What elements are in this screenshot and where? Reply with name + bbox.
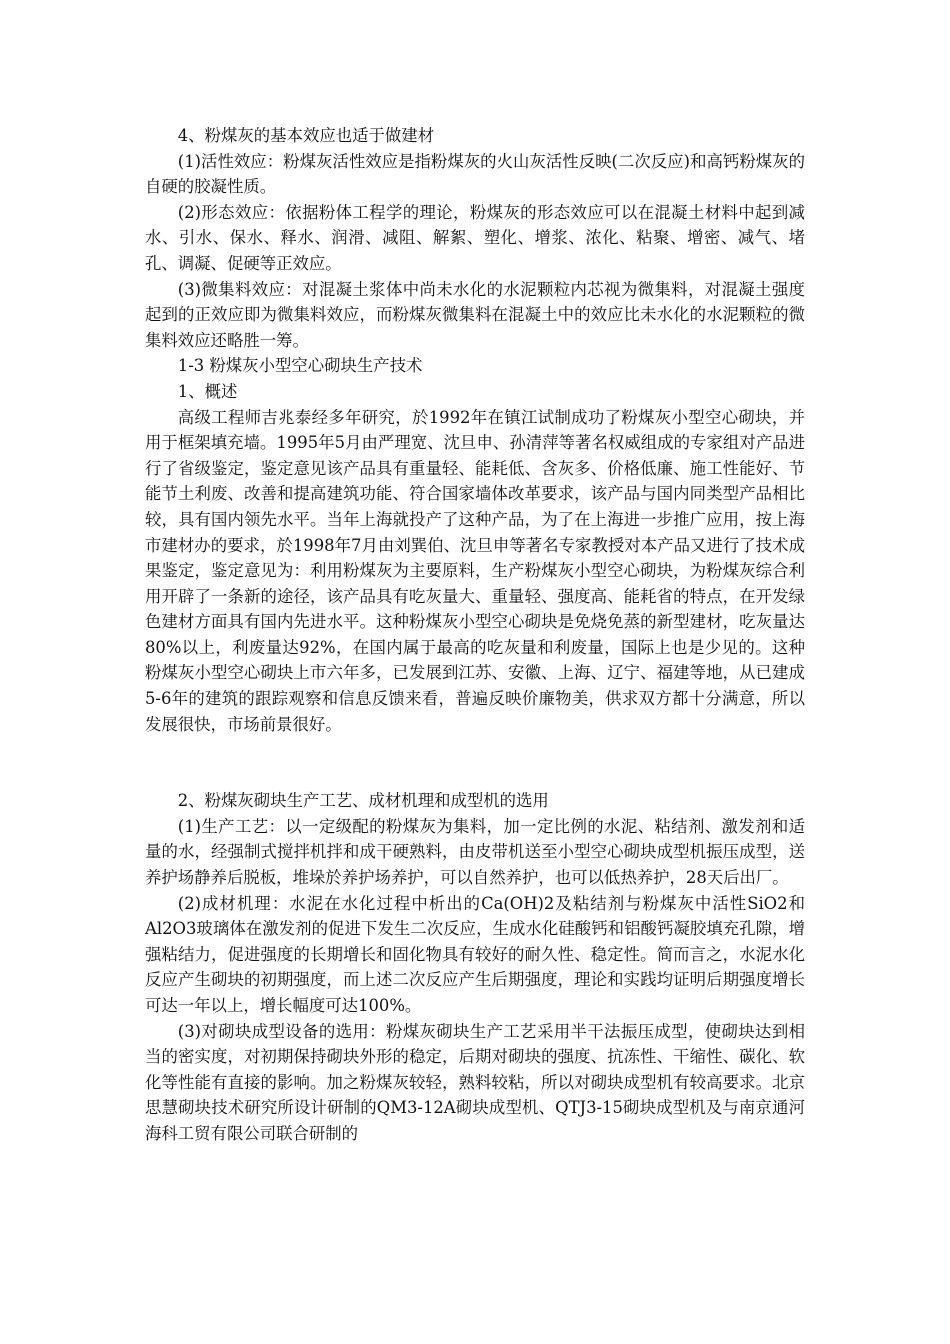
document-page — [145, 123, 805, 1147]
section-heading-block-production: 1-3 粉煤灰小型空心砌块生产技术 — [177, 356, 423, 376]
paragraph-equipment-selection: (3)对砌块成型设备的选用：粉煤灰砌块生产工艺采用半干法振压成型，使砌块达到相当的密实度，对初期保持砌块外形的稳定，后期对砌块的强度、抗冻性、干缩性、碳化、软化等性能有直接的影响。加之粉煤灰较轻，熟料较粘，所以对砌块成型机有较高要求。北京思慧砌块技术研究所设计研制的QM3-12A砌块成型机、QTJ3-15砌块成型机及与南京通河海科工贸有限公司联合研制的 — [145, 1021, 805, 1143]
subheading-overview: 1、概述 — [177, 381, 238, 401]
paragraph-micro-aggregate-effect: (3)微集料效应：对混凝土浆体中尚未水化的水泥颗粒内芯视为微集料，对混凝土强度起到的正效应即为微集料效应，而粉煤灰微集料在混凝土中的效应比未水化的水泥颗粒的微集料效应还略胜一筹。 — [145, 279, 805, 350]
paragraph-overview: 高级工程师吉兆泰经多年研究，於1992年在镇江试制成功了粉煤灰小型空心砌块，并用于框架填充墙。1995年5月由严理宽、沈旦申、孙清萍等著名权威组成的专家组对产品进行了省级鉴定，鉴定意见该产品具有重量轻、能耗低、含灰多、价格低廉、施工性能好、节能节土利废、改善和提高建筑功能、符合国家墙体改革要求，该产品与国内同类型产品相比较，具有国内领先水平。当年上海就投产了这种产品，为了在上海进一步推广应用，按上海市建材办的要求，於1998年7月由刘巽伯、沈旦申等著名专家教授对本产品又进行了技术成果鉴定，鉴定意见为：利用粉煤灰为主要原料，生产粉煤灰小型空心砌块，为粉煤灰综合利用开辟了一条新的途径，该产品具有吃灰量大、重量轻、强度高、能耗省的特点，在开发绿色建材方面具有国内先进水平。这种粉煤灰小型空心砌块是免烧免蒸的新型建材，吃灰量达80%以上，利废量达92%，在国内属于最高的吃灰量和利废量，国际上也是少见的。这种粉煤灰小型空心砌块上市六年多，已发展到江苏、安徽、上海、辽宁、福建等地，从已建成5-6年的建筑的跟踪观察和信息反馈来看，普遍反映价廉物美，供求双方都十分满意，所以发展很快，市场前景很好。 — [145, 407, 805, 734]
paragraph-morphology-effect: (2)形态效应：依据粉体工程学的理论，粉煤灰的形态效应可以在混凝土材料中起到减水、引水、保水、释水、润滑、减阻、解絮、塑化、增浆、浓化、粘聚、增密、减气、堵孔、调凝、促硬等正效应。 — [145, 202, 805, 273]
section-spacer — [145, 737, 805, 788]
paragraph-activity-effect: (1)活性效应：粉煤灰活性效应是指粉煤灰的火山灰活性反映(二次反应)和高钙粉煤灰的自硬的胶凝性质。 — [145, 151, 805, 197]
paragraph-production-process: (1)生产工艺：以一定级配的粉煤灰为集料，加一定比例的水泥、粘结剂、激发剂和适量的水，经强制式搅拌机拌和成干硬熟料，由皮带机送至小型空心砌块成型机振压成型，送养护场静养后脱板，堆垛於养护场养护，可以自然养护，也可以低热养护，28天后出厂。 — [145, 816, 805, 888]
section-heading-process-mechanism: 2、粉煤灰砌块生产工艺、成材机理和成型机的选用 — [177, 791, 549, 811]
section-heading-fly-ash-effects: 4、粉煤灰的基本效应也适于做建材 — [177, 126, 435, 145]
paragraph-forming-mechanism: (2)成材机理：水泥在水化过程中析出的Ca(OH)2及粘结剂与粉煤灰中活性SiO2和Al2O3玻璃体在激发剂的促进下发生二次反应，生成水化硅酸钙和铝酸钙凝胶填充孔隙，增强粘结力，促进强度的长期增长和固化物具有较好的耐久性、稳定性。简而言之，水泥水化反应产生砌块的初期强度，而上述二次反应产生后期强度，理论和实践均证明后期强度增长可达一年以上，增长幅度可达100%。 — [145, 893, 805, 1015]
